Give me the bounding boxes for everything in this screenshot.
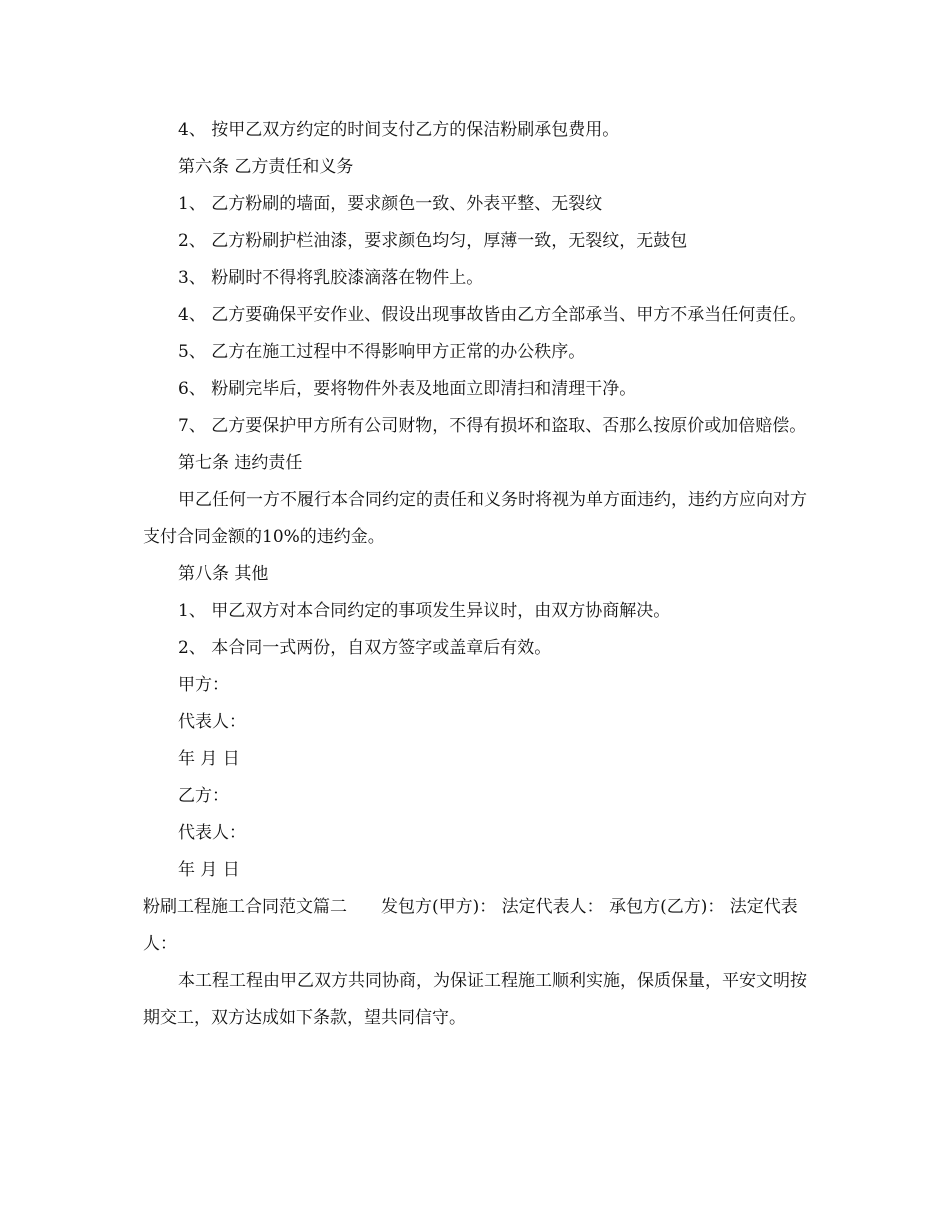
section-heading-article-6: 第六条 乙方责任和义务 bbox=[178, 157, 354, 177]
representative-label: 代表人： bbox=[178, 823, 246, 843]
second-contract-title-line: 粉刷工程施工合同范文篇二 发包方(甲方)： 法定代表人： 承包方(乙方)： 法定代表人： bbox=[143, 897, 798, 954]
clause-item: 5、 乙方在施工过程中不得影响甲方正常的办公秩序。 bbox=[178, 342, 586, 362]
clause-paragraph: 甲乙任何一方不履行本合同约定的责任和义务时将视为单方面违约，违约方应向对方支付合同金额的10%的违约金。 bbox=[143, 490, 807, 547]
document-body bbox=[143, 112, 810, 1037]
clause-item: 3、 粉刷时不得将乳胶漆滴落在物件上。 bbox=[178, 268, 484, 288]
clause-item: 1、 甲乙双方对本合同约定的事项发生异议时，由双方协商解决。 bbox=[178, 601, 671, 621]
intro-paragraph: 本工程工程由甲乙双方共同协商，为保证工程施工顺利实施，保质保量，平安文明按期交工，双方达成如下条款，望共同信守。 bbox=[143, 971, 807, 1028]
party-b-label: 乙方： bbox=[178, 786, 229, 806]
clause-item: 1、 乙方粉刷的墙面，要求颜色一致、外表平整、无裂纹 bbox=[178, 194, 603, 214]
clause-item: 6、 粉刷完毕后，要将物件外表及地面立即清扫和清理干净。 bbox=[178, 379, 637, 399]
clause-item: 7、 乙方要保护甲方所有公司财物，不得有损坏和盗取、否那么按原价或加倍赔偿。 bbox=[178, 416, 807, 436]
representative-label: 代表人： bbox=[178, 712, 246, 732]
section-heading-article-7: 第七条 违约责任 bbox=[178, 453, 303, 473]
party-a-label: 甲方： bbox=[178, 675, 229, 695]
clause-item: 4、 乙方要确保平安作业、假设出现事故皆由乙方全部承当、甲方不承当任何责任。 bbox=[178, 305, 807, 325]
date-line: 年 月 日 bbox=[178, 749, 240, 769]
clause-item: 2、 乙方粉刷护栏油漆，要求颜色均匀，厚薄一致，无裂纹，无鼓包 bbox=[178, 231, 688, 251]
clause-item: 2、 本合同一式两份，自双方签字或盖章后有效。 bbox=[178, 638, 552, 658]
clause-item: 4、 按甲乙双方约定的时间支付乙方的保洁粉刷承包费用。 bbox=[178, 120, 620, 140]
section-heading-article-8: 第八条 其他 bbox=[178, 564, 269, 584]
date-line: 年 月 日 bbox=[178, 860, 240, 880]
